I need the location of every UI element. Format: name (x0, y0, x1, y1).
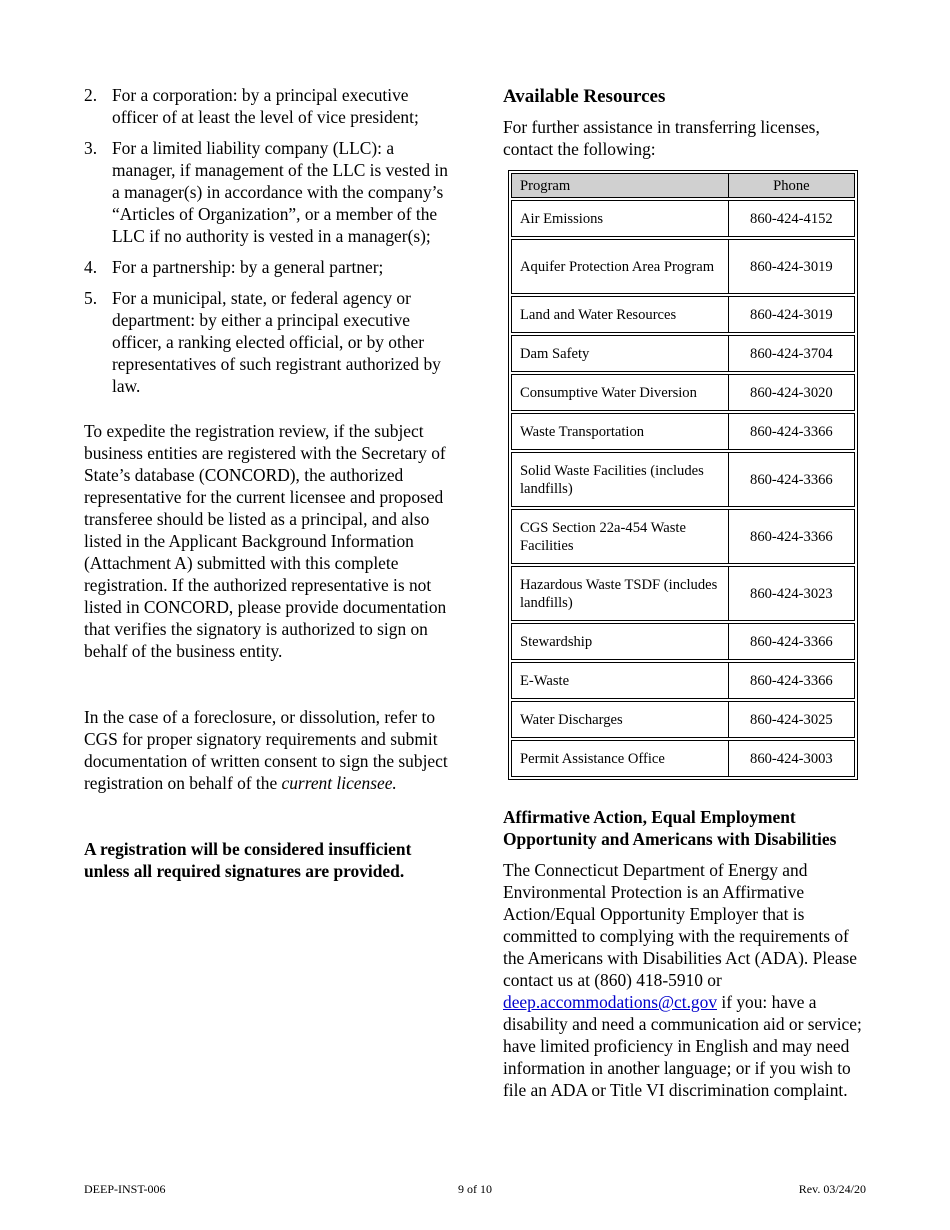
list-item-number: 5. (84, 288, 98, 308)
footer-doc-id: DEEP-INST-006 (84, 1182, 166, 1196)
table-row (512, 336, 855, 372)
list-item-number: 2. (84, 85, 98, 105)
aff-text-1: The Connecticut Department of Energy and Environmental Protection is an Affirmative Action/Equal Opportunity Employer that is committed to complying with the requirements of the Americans with Disabilities Act (ADA). Please contact us at (860) 418-5910 or (503, 860, 858, 990)
affirmative-action-heading: Affirmative Action, Equal Employment Opportunity and Americans with Disabilities (503, 807, 837, 849)
insufficient-notice: A registration will be considered insufficient unless all required signatures are provided. (84, 839, 412, 881)
foreclosure-text: In the case of a foreclosure, or dissolution, refer to CGS for proper signatory requirements and submit documentation of written consent to sign the subject registration on behalf of the (84, 707, 448, 793)
program-cell: Solid Waste Facilities (includes landfills) (512, 453, 729, 507)
list-item-text: For a corporation: by a principal executive officer of at least the level of vice president; (112, 85, 419, 127)
program-cell: CGS Section 22a-454 Waste Facilities (512, 510, 729, 564)
table-row (512, 663, 855, 699)
phone-cell: 860-424-3366 (728, 453, 854, 507)
resources-intro: For further assistance in transferring licenses, contact the following: (503, 117, 820, 159)
affirmative-action-paragraph (503, 859, 868, 1101)
footer-revision: Rev. 03/24/20 (798, 1182, 866, 1196)
phone-cell: 860-424-3003 (728, 741, 854, 777)
list-item-text: For a limited liability company (LLC): a manager, if management of the LLC is vested in a manager(s) in accordance with the company’s “Articles of Organization”, or a member of the LLC if no authority is vested in a manager(s); (112, 138, 448, 246)
list-item (84, 256, 454, 278)
table-header-row (512, 174, 855, 198)
table-row (512, 624, 855, 660)
program-cell: Water Discharges (512, 702, 729, 738)
phone-cell: 860-424-3704 (728, 336, 854, 372)
foreclosure-paragraph (84, 706, 454, 794)
left-column (84, 84, 454, 882)
list-item-number: 3. (84, 138, 98, 158)
list-item (84, 84, 454, 128)
phone-cell: 860-424-3366 (728, 663, 854, 699)
program-column-header: Program (512, 174, 729, 198)
program-cell: Permit Assistance Office (512, 741, 729, 777)
table-row (512, 567, 855, 621)
table-row (512, 414, 855, 450)
program-cell: Air Emissions (512, 201, 729, 237)
footer-page-number: 9 of 10 (458, 1182, 492, 1196)
program-cell: Waste Transportation (512, 414, 729, 450)
signatory-list (84, 84, 454, 397)
resources-table-body (512, 198, 855, 777)
table-row (512, 201, 855, 237)
list-item (84, 287, 454, 397)
table-row (512, 702, 855, 738)
program-cell: Hazardous Waste TSDF (includes landfills) (512, 567, 729, 621)
phone-cell: 860-424-3366 (728, 510, 854, 564)
phone-cell: 860-424-3366 (728, 624, 854, 660)
table-row (512, 510, 855, 564)
program-cell: Dam Safety (512, 336, 729, 372)
table-row (512, 453, 855, 507)
phone-cell: 860-424-3019 (728, 297, 854, 333)
program-cell: Land and Water Resources (512, 297, 729, 333)
concord-paragraph: To expedite the registration review, if the subject business entities are registered with the Secretary of State’s database (CONCORD), the authorized representative for the current licensee and proposed transferee should be listed as a principal, and also listed in the Applicant Background Information (Attachment A) submitted with this complete registration. If the authorized representative is not listed in CONCORD, please provide documentation that verifies the signatory is authorized to sign on behalf of the business entity. (84, 421, 447, 661)
list-item-number: 4. (84, 257, 98, 277)
table-row (512, 741, 855, 777)
program-cell: Aquifer Protection Area Program (512, 240, 729, 294)
table-row (512, 297, 855, 333)
phone-cell: 860-424-3019 (728, 240, 854, 294)
phone-cell: 860-424-4152 (728, 201, 854, 237)
table-row (512, 240, 855, 294)
right-column (503, 84, 868, 1101)
aff-text-2: if you: have a disability and need a communication aid or service; have limited proficiency in English and may need information in another language; or if you wish to file an ADA or Title VI discrimination complaint. (503, 992, 862, 1100)
table-row (512, 375, 855, 411)
list-item (84, 137, 454, 247)
accommodations-email-link[interactable]: deep.accommodations@ct.gov (503, 992, 718, 1012)
resources-table (511, 173, 855, 777)
foreclosure-italic: current licensee. (281, 773, 397, 793)
phone-cell: 860-424-3023 (728, 567, 854, 621)
list-item-text: For a municipal, state, or federal agency or department: by either a principal executive officer, a ranking elected official, or by other representatives of such registrant authorized by law. (112, 288, 441, 396)
program-cell: E-Waste (512, 663, 729, 699)
phone-column-header: Phone (728, 174, 854, 198)
resources-heading: Available Resources (503, 86, 666, 107)
program-cell: Stewardship (512, 624, 729, 660)
resources-table-frame (508, 170, 858, 780)
list-item-text: For a partnership: by a general partner; (112, 257, 384, 277)
phone-cell: 860-424-3020 (728, 375, 854, 411)
phone-cell: 860-424-3366 (728, 414, 854, 450)
program-cell: Consumptive Water Diversion (512, 375, 729, 411)
phone-cell: 860-424-3025 (728, 702, 854, 738)
